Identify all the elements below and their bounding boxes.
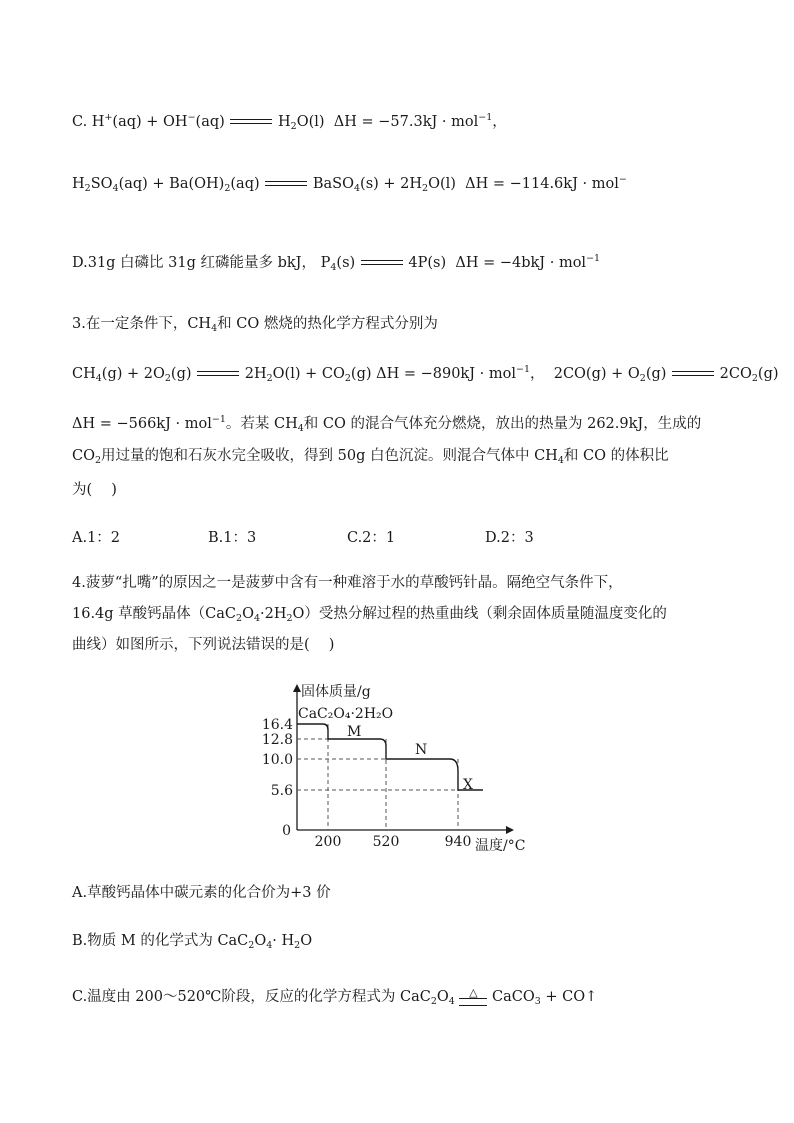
delta-h: ΔH = −4bkJ · mol xyxy=(455,255,587,271)
delta-h: ΔH = −57.3kJ · mol xyxy=(333,114,479,130)
eq-text: (g) xyxy=(645,366,667,382)
eq-text: BaSO xyxy=(312,176,354,192)
q4-text: O xyxy=(436,989,449,1005)
label-n: N xyxy=(415,742,428,758)
equals-sign xyxy=(265,180,307,188)
q4-text: B.物质 M 的化学式为 CaC xyxy=(72,933,249,949)
option-d-text: D.31g 白磷比 31g 红磷能量多 bkJ， xyxy=(72,255,316,271)
y-tick-label: 16.4 xyxy=(261,717,293,733)
eq-text: (g) + 2O xyxy=(101,366,165,382)
q4-option-c[interactable]: C.温度由 200～520℃阶段，反应的化学方程式为 $CaC_2O_4$ △ CaCO$_3$ + CO↑ xyxy=(72,986,598,1007)
equals-sign xyxy=(197,370,239,378)
q4-text: C.温度由 200～520℃阶段，反应的化学方程式为 CaC xyxy=(72,989,431,1005)
delta-h: (g) ΔH = −890kJ · mol xyxy=(350,366,516,382)
equals-sign xyxy=(361,259,403,267)
eq-text: SO xyxy=(90,176,113,192)
option-c-line-1: C. H+(aq) + OH−(aq) $H_2O(l) \Delta H = -57.3kJ \cdot mol^{-1}$， xyxy=(72,112,507,132)
option-d-line: D.31g 白磷比 31g 红磷能量多 bkJ， $P_4(s)$ 4P(s) ΔH = −4bkJ · mol$^{-1}$ xyxy=(72,253,601,273)
eq-text: (s) xyxy=(336,255,356,271)
origin-label: 0 xyxy=(282,823,291,839)
eq-text: 2H xyxy=(244,366,267,382)
q3-option-b[interactable]: B.1：3 xyxy=(208,530,257,546)
eq-text: P xyxy=(320,255,331,271)
q4-text: ·2H xyxy=(260,606,287,622)
mass-curve xyxy=(297,724,483,790)
x-tick-label: 200 xyxy=(314,834,342,850)
q4-option-a[interactable]: A.草酸钙晶体中碳元素的化合价为+3 价 xyxy=(72,885,331,901)
eq-text: H xyxy=(91,114,105,130)
q4-text: CaCO xyxy=(492,989,535,1005)
y-tick-label: 10.0 xyxy=(261,752,293,768)
q3-intro: 3.在一定条件下，$CH_4$和 CO 燃烧的热化学方程式分别为 xyxy=(72,316,438,334)
x-tick-label: 520 xyxy=(372,834,400,850)
x-axis-arrow xyxy=(506,826,514,834)
x-axis-label: 温度/°C xyxy=(475,838,526,854)
q4-option-b[interactable]: B.物质 M 的化学式为 $CaC_2O_4\cdot H_2O$ xyxy=(72,933,313,951)
heat-triangle: △ xyxy=(469,986,478,999)
q3-text: 和 CO 的混合气体充分燃烧，放出的热量为 262.9kJ，生成的 xyxy=(303,416,702,432)
q3-text: 和 CO 的体积比 xyxy=(563,448,669,464)
option-c-line-2: $H_2SO_4(aq) + Ba(OH)_2(aq)$ BaSO$_4$(s) + $2H_2O(l) \Delta H = -114.6kJ \cdot mol^-$ xyxy=(72,174,627,194)
q3-text: 为( ) xyxy=(72,482,117,498)
q4-text: O）受热分解过程的热重曲线（剩余固体质量随温度变化的 xyxy=(292,606,667,622)
q3-line-5 xyxy=(72,480,117,500)
eq-text: (s) + 2H xyxy=(360,176,423,192)
eq-text: O(l) xyxy=(296,114,325,130)
thermo-chart xyxy=(255,676,545,856)
q4-line-1: 4.菠萝“扎嘴”的原因之一是菠萝中含有一种难溶于水的草酸钙针晶。隔绝空气条件下， xyxy=(72,575,623,591)
eq-text: 2CO xyxy=(719,366,752,382)
delta-h: ΔH = −114.6kJ · mol xyxy=(465,176,619,192)
q3-text: 。若某 CH xyxy=(225,416,298,432)
label-x: X xyxy=(463,777,473,793)
eq-text: (aq) + Ba(OH) xyxy=(118,176,225,192)
eq-text: (g) xyxy=(170,366,192,382)
q4-text: + CO↑ xyxy=(540,989,598,1005)
q4-text: 16.4g 草酸钙晶体（CaC xyxy=(72,606,237,622)
eq-text: (aq) xyxy=(195,114,225,130)
equals-sign xyxy=(230,118,272,126)
start-formula: CaC₂O₄·2H₂O xyxy=(298,706,394,722)
q3-text: 用过量的饱和石灰水完全吸收，得到 50g 白色沉淀。则混合气体中 CH xyxy=(101,448,558,464)
eq-text: 2CO(g) + O xyxy=(553,366,640,382)
eq-text: H xyxy=(72,176,85,192)
y-axis-label: 固体质量/g xyxy=(301,684,371,700)
q3-equations: $CH_4(g) + 2O_2(g) 2H_2O(l) + CO_2(g) \Delta H = -890kJ \cdot mol^{-1}$， $2CO(g) + O_2(g)$ $2CO_2(g)$ xyxy=(72,364,779,384)
eq-text: O(l) + CO xyxy=(272,366,345,382)
q4-line-2: 16.4g 草酸钙晶体$(CaC_2O_4\cdot 2H_2O)$受热分解过程的热重曲线（剩余固体质量随温度变化的 xyxy=(72,606,667,624)
q3-option-d[interactable]: D.2：3 xyxy=(485,530,534,546)
q4-text: · H xyxy=(272,933,295,949)
eq-text: CH xyxy=(72,366,96,382)
q3-text: CO xyxy=(72,448,95,464)
q3-text: 3.在一定条件下，CH xyxy=(72,316,212,332)
x-tick-label: 940 xyxy=(444,834,472,850)
label-m: M xyxy=(347,724,362,740)
equals-sign xyxy=(672,370,714,378)
q4-text: O xyxy=(254,933,267,949)
eq-text: (g) xyxy=(757,366,779,382)
option-label: C. xyxy=(72,114,88,130)
punct: ， xyxy=(492,114,507,130)
heat-equals-sign xyxy=(459,988,487,1006)
q3-text: 和 CO 燃烧的热化学方程式分别为 xyxy=(217,316,438,332)
eq-text: 4P(s) xyxy=(408,255,447,271)
q4-text: O xyxy=(300,933,313,949)
eq-text: (aq) + OH xyxy=(112,114,188,130)
q3-line-3: ΔH = −566kJ · mol$^{-1}$。若某 $CH_4$和 CO 的混合气体充分燃烧，放出的热量为 262.9kJ，生成的 xyxy=(72,414,702,434)
eq-text: (aq) xyxy=(230,176,260,192)
punct: ， xyxy=(530,366,545,382)
q3-option-c[interactable]: C.2：1 xyxy=(347,530,396,546)
q4-line-3: 曲线）如图所示，下列说法错误的是( ) xyxy=(72,637,335,653)
eq-text: H xyxy=(278,114,291,130)
q3-option-a[interactable]: A.1：2 xyxy=(72,530,121,546)
delta-h: ΔH = −566kJ · mol xyxy=(72,416,212,432)
eq-text: O(l) xyxy=(428,176,456,192)
y-axis-arrow xyxy=(293,684,301,692)
q3-line-4: $CO_2$用过量的饱和石灰水完全吸收，得到 50g 白色沉淀。则混合气体中 $CH_4$和 CO 的体积比 xyxy=(72,448,669,466)
y-tick-label: 12.8 xyxy=(261,732,293,748)
y-tick-label: 5.6 xyxy=(270,783,293,799)
q4-text: O xyxy=(242,606,254,622)
